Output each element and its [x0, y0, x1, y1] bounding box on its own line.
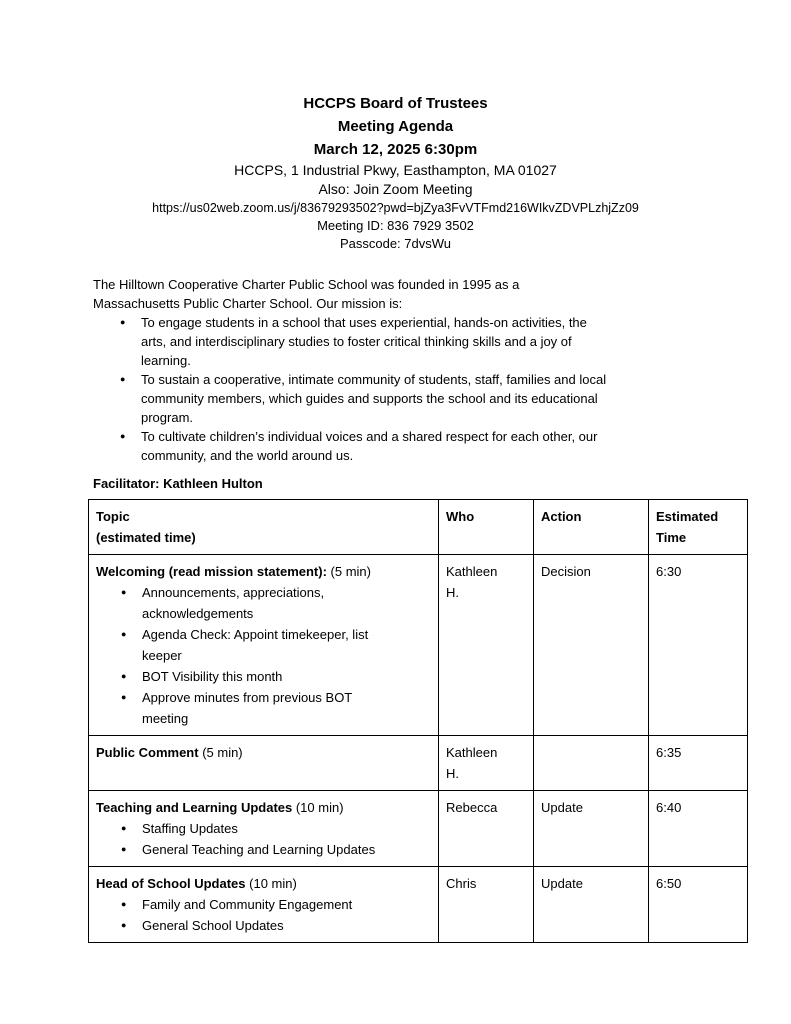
topic-bullet-text — [142, 839, 431, 860]
mission-bullet-line: To sustain a cooperative, intimate community of students, staff, families and local — [141, 372, 607, 387]
mission-list-item — [120, 427, 751, 465]
topic-bullet-text — [142, 582, 431, 624]
topic-bullet-list — [96, 894, 431, 936]
topic-cell — [89, 867, 439, 943]
topic-title-bold: Public Comment — [96, 745, 199, 760]
topic-duration: (5 min) — [198, 745, 243, 760]
bullet-icon: ● — [120, 317, 126, 327]
column-header-topic-line: Topic — [96, 509, 130, 524]
topic-bullet-text — [142, 666, 431, 687]
who-name-line: Rebecca — [446, 800, 498, 815]
topic-title — [96, 742, 431, 763]
list-item — [121, 894, 431, 915]
who-name-line: Kathleen — [446, 745, 498, 760]
topic-duration: (10 min) — [245, 876, 297, 891]
bullet-icon: ● — [120, 374, 126, 384]
topic-bullet-line: Family and Community Engagement — [142, 897, 353, 912]
list-item — [121, 582, 431, 624]
mission-bullet-line: learning. — [141, 353, 191, 368]
doc-subtitle: Meeting Agenda — [337, 118, 454, 135]
table-row-public-comment — [89, 736, 748, 791]
time-cell: 6:40 — [649, 791, 748, 867]
meeting-datetime: March 12, 2025 6:30pm — [313, 141, 478, 158]
meeting-passcode: Passcode: 7dvsWu — [339, 236, 452, 251]
time-cell: 6:50 — [649, 867, 748, 943]
mission-bullet-text — [141, 313, 751, 370]
who-name-line: Chris — [446, 876, 477, 891]
column-header-topic — [89, 500, 439, 555]
topic-title-bold: Welcoming (read mission statement): — [96, 564, 327, 579]
column-header-time-line: Time — [656, 530, 687, 545]
who-cell — [439, 791, 534, 867]
meeting-location: HCCPS, 1 Industrial Pkwy, Easthampton, MA 01027 — [234, 162, 557, 178]
bullet-icon: ● — [121, 899, 127, 909]
column-header-action: Action — [534, 500, 649, 555]
topic-bullet-line: Announcements, appreciations, — [142, 585, 325, 600]
time-cell: 6:30 — [649, 555, 748, 736]
topic-bullet-text — [142, 818, 431, 839]
topic-bullet-text — [142, 915, 431, 936]
mission-list-item — [120, 313, 751, 370]
facilitator-line: Facilitator: Kathleen Hulton — [93, 476, 263, 491]
topic-title-bold: Teaching and Learning Updates — [96, 800, 293, 815]
mission-bullet-text — [141, 427, 751, 465]
bullet-icon: ● — [120, 431, 126, 441]
mission-list-item — [120, 370, 751, 427]
table-row-teaching-learning — [89, 791, 748, 867]
mission-bullet-line: community members, which guides and supports the school and its educational — [141, 391, 598, 406]
document-header — [0, 0, 791, 253]
list-item — [121, 915, 431, 936]
mission-bullet-line: arts, and interdisciplinary studies to foster critical thinking skills and a joy of — [141, 334, 572, 349]
column-header-time-line: Estimated — [656, 509, 719, 524]
topic-title — [96, 797, 431, 818]
action-cell — [534, 736, 649, 791]
bullet-icon: ● — [121, 587, 127, 597]
who-name-line: H. — [446, 766, 459, 781]
mission-section — [93, 275, 751, 465]
mission-intro — [93, 275, 751, 313]
column-header-topic-line: (estimated time) — [96, 530, 196, 545]
topic-bullet-line: meeting — [142, 711, 189, 726]
list-item — [121, 687, 431, 729]
table-row-head-of-school — [89, 867, 748, 943]
topic-cell — [89, 736, 439, 791]
mission-bullet-line: To cultivate children’s individual voices and a shared respect for each other, our — [141, 429, 598, 444]
who-cell — [439, 736, 534, 791]
action-cell — [534, 791, 649, 867]
topic-bullet-line: acknowledgements — [142, 606, 254, 621]
topic-bullet-text — [142, 687, 431, 729]
doc-title: HCCPS Board of Trustees — [303, 95, 488, 112]
bullet-icon: ● — [121, 823, 127, 833]
topic-bullet-line: Approve minutes from previous BOT — [142, 690, 353, 705]
agenda-table — [88, 499, 748, 943]
who-name-line: H. — [446, 585, 459, 600]
zoom-meeting-url: https://us02web.zoom.us/j/83679293502?pwd=bjZya3FvVTFmd216WIkvZDVPLzhjZz09 — [152, 201, 639, 215]
action-cell — [534, 555, 649, 736]
mission-intro-line: Massachusetts Public Charter School. Our mission is: — [93, 296, 403, 311]
topic-title-bold: Head of School Updates — [96, 876, 246, 891]
who-cell — [439, 867, 534, 943]
topic-bullet-text — [142, 894, 431, 915]
topic-cell — [89, 791, 439, 867]
bullet-icon: ● — [121, 629, 127, 639]
topic-title — [96, 873, 431, 894]
mission-list — [93, 313, 751, 465]
topic-bullet-line: General School Updates — [142, 918, 284, 933]
bullet-icon: ● — [121, 844, 127, 854]
column-header-who: Who — [439, 500, 534, 555]
who-name-line: Kathleen — [446, 564, 498, 579]
list-item — [121, 818, 431, 839]
mission-bullet-line: community, and the world around us. — [141, 448, 354, 463]
topic-bullet-text — [142, 624, 431, 666]
topic-bullet-line: BOT Visibility this month — [142, 669, 283, 684]
column-header-time — [649, 500, 748, 555]
action-label: Decision — [541, 564, 591, 579]
topic-duration: (5 min) — [326, 564, 371, 579]
table-row-welcoming — [89, 555, 748, 736]
topic-cell — [89, 555, 439, 736]
action-label: Update — [541, 876, 583, 891]
topic-bullet-line: keeper — [142, 648, 182, 663]
list-item — [121, 839, 431, 860]
mission-intro-line: The Hilltown Cooperative Charter Public School was founded in 1995 as a — [93, 277, 520, 292]
mission-bullet-line: To engage students in a school that uses experiential, hands-on activities, the — [141, 315, 587, 330]
topic-title — [96, 561, 431, 582]
zoom-join-label: Also: Join Zoom Meeting — [318, 181, 473, 197]
time-cell: 6:35 — [649, 736, 748, 791]
list-item — [121, 624, 431, 666]
topic-bullet-line: Staffing Updates — [142, 821, 238, 836]
bullet-icon: ● — [121, 671, 127, 681]
bullet-icon: ● — [121, 920, 127, 930]
action-label: Update — [541, 800, 583, 815]
list-item — [121, 666, 431, 687]
topic-duration: (10 min) — [292, 800, 344, 815]
action-cell — [534, 867, 649, 943]
mission-bullet-text — [141, 370, 751, 427]
topic-bullet-list — [96, 818, 431, 860]
mission-bullet-line: program. — [141, 410, 194, 425]
topic-bullet-line: Agenda Check: Appoint timekeeper, list — [142, 627, 369, 642]
table-header-row — [89, 500, 748, 555]
meeting-id: Meeting ID: 836 7929 3502 — [317, 218, 474, 233]
topic-bullet-list — [96, 582, 431, 729]
bullet-icon: ● — [121, 692, 127, 702]
topic-bullet-line: General Teaching and Learning Updates — [142, 842, 376, 857]
who-cell — [439, 555, 534, 736]
